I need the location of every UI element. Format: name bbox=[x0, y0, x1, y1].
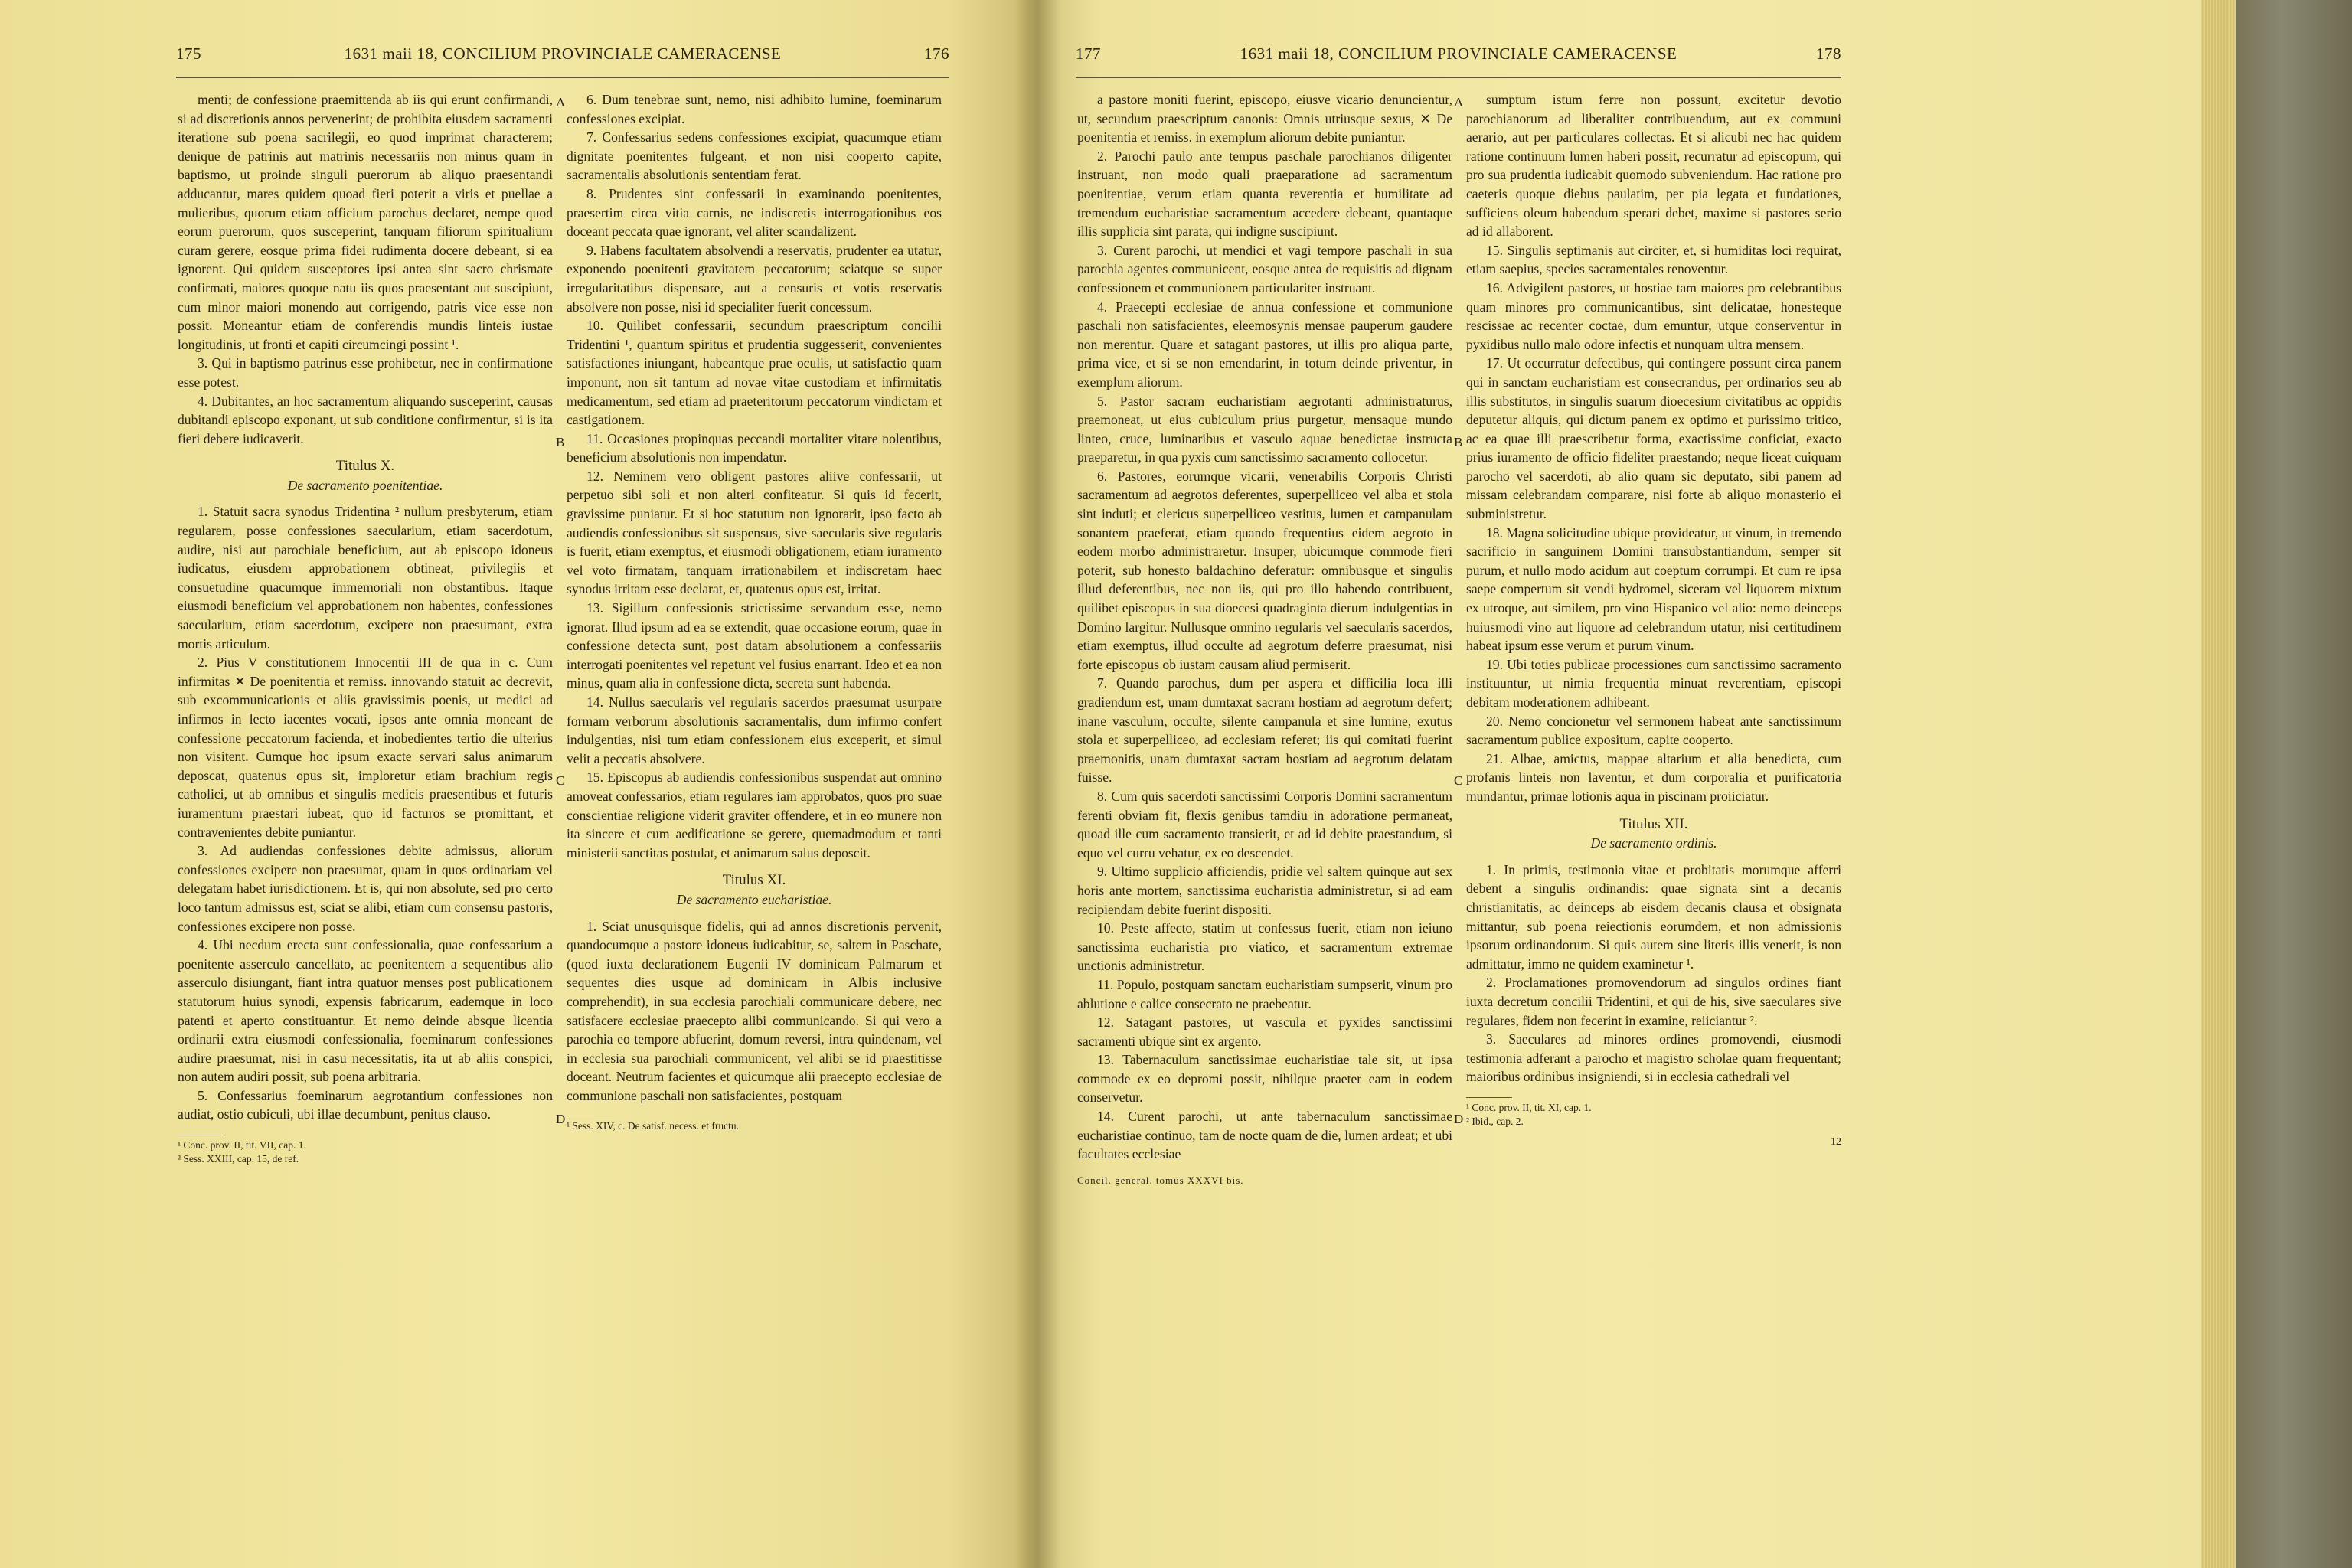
paragraph: 4. Ubi necdum erecta sunt confessionalia, quae confessarium a poenitente asserculo cancellato, ac poenitentem a sequentibus alio asserculo disiungant, fiant intra quatuor menses post publicationem statutorum huius synodi, expensis fabricarum, eademque in loco patenti et aperto constituantur. Et nemo deinde absque licentia ordinarii extra eiusmodi confessionalia, foeminarum confessiones audire praesumat, nisi in casu necessitatis, ita ut ab aliis conspici, non autem audiri possit, sub poena arbitraria. bbox=[178, 937, 553, 1085]
paragraph: 2. Parochi paulo ante tempus paschale parochianos diligenter instruant, non modo quali praeparatione ad sacramentum poenitentiae, verum etiam quanta reverentia et humilitate ad tremendum eucharistiae sacramentum accedere debeant, quantaque illis supplicia sint parata, qui indigne suscipiunt. bbox=[1077, 148, 1452, 240]
paragraph: 10. Quilibet confessarii, secundum praescriptum concilii Tridentini ¹, quantum spiritus et prudentia suggesserit, convenientes satisfactiones iniungant, habeantque prae oculis, ut satisfactio quam imponunt, non sit tantum ad novae vitae custodiam et infirmitatis medicamentum, sed etiam ad praeteritorum peccatorum vindictam et castigationem. bbox=[567, 318, 942, 428]
paragraph: 1. In primis, testimonia vitae et probitatis morumque afferri debent a singulis ordinandis: quae signata sint a decanis christianitatis, ac deinceps ab eisdem decanis clausa et obsignata mittantur, sub poena reiectionis eorumdem, et non admissionis ipsorum ordinandorum. Si quis autem sine literis illis venerit, is non admittatur, immo ne quidem examinetur ¹. bbox=[1466, 861, 1841, 972]
paragraph: 13. Sigillum confessionis strictissime servandum esse, nemo ignorat. Illud ipsum ad ea se extendit, quae occasione eorum, quae in confessione detecta sunt, post datam absolutionem a confessariis interrogati poenitentes vel repetunt vel fusius enarrant. Ideo et ea non minus, quam alia in confessione dicta, secreta sunt habenda. bbox=[567, 600, 942, 691]
paragraph: 7. Quando parochus, dum per aspera et difficilia loca illi gradiendum est, unam dumtaxat sacram hostiam ad aegrotum defert; inane vasculum, occulte, silente campanula et sine lumine, exutus stola et superpelliceo, ad ecclesiam referet; iis qui comitati fuerint praemonitis, unam dumtaxat sacram hostiam ad aegrotum delatam fuisse. bbox=[1077, 675, 1452, 786]
page-number-178: 178 bbox=[1816, 44, 1841, 63]
paragraph: 17. Ut occurratur defectibus, qui contingere possunt circa panem qui in sanctam eucharistiam est consecrandus, per ordinarios seu ab illis substitutos, in singulis suarum dioecesium civitatibus ac oppidis deputetur aliquis, qui dictum panem ex optimo et purissimo tritico, ac ea quae illi praescribetur forma, exactissime conficiat, exacto prius iuramento de officio fideliter praestando; neque liceat cuiquam parocho vel sacerdoti, ab alio quam sic deputato, sibi panem ad missam celebrandam comparare, nisi forte ab aliquo monasterio ei subministretur. bbox=[1466, 355, 1841, 522]
paragraph: 1. Statuit sacra synodus Tridentina ² nullum presbyterum, etiam regularem, posse confessiones saecularium, etiam sacerdotum, audire, nisi aut parochiale beneficium, aut ab episcopo idoneus iudicatus, eiusdem approbationem obtineat, privilegiis et consuetudine quacumque immemoriali non obstantibus. Itaque eiusmodi beneficium vel approbationem non habentes, confessiones saecularium, etiam sacerdotum, excipere non praesumant, extra mortis articulum. bbox=[178, 504, 553, 652]
paragraph: menti; de confessione praemittenda ab iis qui erunt confirmandi, si ad discretionis annos pervenerint; de prohibita eiusdem sacramenti iteratione sub poena sacrilegii, eo quod imprimat characterem; denique de patrinis aut matrinis necessariis non minus quam in baptismo, ut proinde singuli puerorum ab aliquo praesentandi adducantur, mares quidem quoad fieri poterit a viris et puellae a mulieribus, quorum etiam officium parochus declaret, nempe quod eorum puerorum, quos susceperint, tanquam filiorum spiritualium curam gerere, eosque prima fidei rudimenta docere debeant, si ea ignorent. Qui quidem susceptores ipsi antea sint sacro chrismate confirmati, maiores quoque natu iis quos praesentant aut suscipiunt, cum minor maiori monendo aut corrigendo, patris vice esse non possit. Moneantur etiam de conferendis mundis linteis iustae longitudinis, ut fronti et capiti circumcingi possint ¹. bbox=[178, 92, 553, 352]
left-page-header bbox=[176, 44, 949, 75]
paragraph: a pastore moniti fuerint, episcopo, eiusve vicario denuncientur, ut, secundum praescriptum canonis: Omnis utriusque sexus, ✕ De poenitentia et remiss. in exemplum aliorum debite puniantur. bbox=[1077, 92, 1452, 145]
paragraph: 18. Magna solicitudine ubique provideatur, ut vinum, in tremendo sacrificio in sanguinem Domini transubstantiandum, semper sit purum, et nullo modo acidum aut coeptum corrumpi. Et cum re ipsa saepe compertum sit vendi hydromel, siceram vel liquorem mixtum ex utroque, aut similem, pro vino Hispanico vel alio: nemo deinceps huiusmodi vino aut liquore ad celebrandum utatur, nisi certitudinem habeat ipsum esse verum et purum vinum. bbox=[1466, 524, 1841, 654]
paragraph: 10. Peste affecto, statim ut confessus fuerit, etiam non ieiuno sanctissima eucharistia pro viatico, et sacramentum extremae unctionis administretur. bbox=[1077, 920, 1452, 974]
paragraph-group bbox=[567, 90, 942, 862]
margin-marker-c: C bbox=[1454, 773, 1463, 788]
paragraph: 21. Albae, amictus, mappae altarium et alia benedicta, cum profanis linteis non laventur, et dum corporalia et purificatoria mundantur, primae lotionis aqua in piscinam proiiciatur. bbox=[1466, 750, 1841, 804]
left-page bbox=[0, 0, 1030, 1568]
paragraph: 6. Pastores, eorumque vicarii, venerabilis Corporis Christi sacramentum ad aegrotos deferentes, superpelliceo vel alba et stola sint induti; et clericus superpelliceo vestitus, lumen et campanulam sonantem praeferat, etiam quando frequentius eidem aegroto in eodem morbo administraretur. Insuper, ubicumque commode fieri poterit, sub honesto baldachino deferatur: omnibusque et singulis illud deferentibus, nec non iis, qui pro illo habendo contribuent, quilibet episcopus in sua dioecesi quadraginta dierum indulgentias in Domino largitur. Nullusque omnino regularis vel saecularis sacerdos, etiam exemptus, illud occulte ad aegrotum deferre praesumat, nisi forte episcopus ob iustam causam aliud permiserit. bbox=[1077, 468, 1452, 672]
paragraph: 3. Qui in baptismo patrinus esse prohibetur, nec in confirmatione esse potest. bbox=[178, 355, 553, 390]
section-subtitle: De sacramento ordinis. bbox=[1590, 835, 1717, 851]
paragraph: 16. Advigilent pastores, ut hostiae tam maiores pro celebrantibus quam minores pro communicantibus, sint delicatae, honesteque rescissae ac recenter coctae, dum emuntur, utque conserventur in pyxidibus nullo malo odore infectis et nunquam ultra mensem. bbox=[1466, 279, 1841, 352]
paragraph: 8. Prudentes sint confessarii in examinando poenitentes, praesertim circa vitia carnis, ne indiscretis interrogationibus eos doceant peccata quae ignorant, vel aliter scandalizent. bbox=[567, 185, 942, 240]
running-title: 1631 maii 18, CONCILIUM PROVINCIALE CAMERACENSE bbox=[344, 44, 782, 63]
paragraph: 3. Curent parochi, ut mendici et vagi tempore paschali in sua parochia agentes communicent, eosque antea de requisitis ad dignam confessionem et communionem particulariter instruant. bbox=[1077, 242, 1452, 296]
header-rule bbox=[176, 77, 949, 78]
running-title: 1631 maii 18, CONCILIUM PROVINCIALE CAMERACENSE bbox=[1240, 44, 1677, 63]
paragraph: 5. Pastor sacram eucharistiam aegrotanti administraturus, praemoneat, ut eius cubiculum prius purgetur, mensaque mundo linteo, cruce, luminaribus et vasculo aquae benedictae instructa praeparetur, in qua pyxis cum sanctissimo sacramento collocetur. bbox=[1077, 393, 1452, 466]
signature-line: Concil. general. tomus XXXVI bis. bbox=[1077, 1174, 1244, 1186]
paragraph-group bbox=[178, 502, 553, 1124]
paragraph: 4. Dubitantes, an hoc sacramentum aliquando susceperint, causas dubitandi episcopo exponant, ut sub conditione confirmentur, si is ita fieri debere iudicaverit. bbox=[178, 393, 553, 446]
paragraph: 11. Occasiones propinquas peccandi mortaliter vitare nolentibus, beneficium absolutionis non impendatur. bbox=[567, 430, 942, 466]
paragraph: 2. Proclamationes promovendorum ad singulos ordines fiant iuxta decretum concilii Tridentini, et qui de his, sive saeculares sive regulares, fidem non fecerint in examine, reiiciantur ². bbox=[1466, 975, 1841, 1028]
paragraph: 3. Ad audiendas confessiones debite admissus, aliorum confessiones excipere non praesumat, quam in quos ordinariam vel delegatam habet iurisdictionem. Et is, qui non absolute, sed pro certo loco tantum admissus est, sciat se alibi, etiam cum consensu pastoris, confessiones excipere non posse. bbox=[178, 843, 553, 934]
background-surface bbox=[2236, 0, 2352, 1568]
footnotes bbox=[178, 1138, 553, 1166]
footnote: ¹ Conc. prov. II, tit. VII, cap. 1. bbox=[178, 1139, 306, 1152]
footnote: ² Sess. XXIII, cap. 15, de ref. bbox=[178, 1153, 299, 1165]
margin-marker-d: D bbox=[556, 1112, 566, 1126]
paragraph: sumptum istum ferre non possunt, excitetur devotio parochianorum ad liberaliter contribuendum, aut ex communi aerario, aut per particulares collectas. Et si alicubi nec hac quidem ratione continuum lumen haberi possit, recurratur ad episcopum, qui pro sua prudentia iudicabit quomodo subveniendum. Hac ratione pro caeteris quoque diebus paulatim, per pia legata et fundationes, sufficiens oleum habendum sperari debet, maxime si pastores serio ad id allaborent. bbox=[1466, 92, 1841, 240]
paragraph: 9. Habens facultatem absolvendi a reservatis, prudenter ea utatur, exponendo poenitenti gravitatem peccatorum; sciatque se super irregularitatibus dispensare, aut a censuris et votis reservatis absolvere non posse, nisi id specialiter fuerit concessum. bbox=[567, 242, 942, 315]
page-edges bbox=[2201, 0, 2236, 1568]
paragraph: 12. Satagant pastores, ut vascula et pyxides sanctissimi sacramenti ubique sint ex argento. bbox=[1077, 1014, 1452, 1049]
paragraph: 12. Neminem vero obligent pastores aliive confessarii, ut perpetuo sibi soli et non alteri confiteatur. Si quis id fecerit, gravissime puniatur. Et si hoc statutum non ignorarit, ipso facto ab audiendis confessionibus sit suspensus, sive saecularis sive regularis is fuerit, etiam exemptus, et eiusmodi obligationem, etiam iuramento vel voto firmatam, tanquam irrationabilem et indiscretam haec synodus irritam esse declarat, et, quatenus opus est, irritat. bbox=[567, 468, 942, 597]
left-column-2 bbox=[567, 90, 942, 1133]
paragraph: 20. Nemo concionetur vel sermonem habeat ante sanctissimum sacramentum publice expositum, capite cooperto. bbox=[1466, 713, 1841, 748]
section-subtitle: De sacramento eucharistiae. bbox=[676, 891, 832, 907]
footnotes bbox=[567, 1119, 942, 1133]
paragraph: 13. Tabernaculum sanctissimae eucharistiae tale sit, ut ipsa commode ex eo depromi possit, nihilque praeter eam in eodem conservetur. bbox=[1077, 1052, 1452, 1106]
page-number-175: 175 bbox=[176, 44, 201, 63]
paragraph-group bbox=[1466, 90, 1841, 806]
section-title: Titulus XII. bbox=[1619, 815, 1688, 832]
page-number-176: 176 bbox=[924, 44, 949, 63]
footnotes bbox=[1466, 1101, 1841, 1129]
footnote: ¹ Conc. prov. II, tit. XI, cap. 1. bbox=[1466, 1101, 1592, 1113]
paragraph: 4. Praecepti ecclesiae de annua confessione et communione paschali non satisfacientes, eleemosynis mensae pauperum gaudere non merentur. Quare et satagant pastores, ut illis pro aliqua parte, prima vice, et si se non emendarint, in totum deinde priventur, in exemplum aliorum. bbox=[1077, 299, 1452, 390]
margin-marker-b: B bbox=[1454, 435, 1463, 449]
paragraph: 1. Sciat unusquisque fidelis, qui ad annos discretionis pervenit, quandocumque a pastore idoneus iudicabitur, se, saltem in Paschate, (quod iuxta declarationem Eugenii IV dominicam Palmarum et sequentes dies usque ad dominicam in Albis inclusive comprehendit), in sua ecclesia parochiali communicare debere, nec satisfacere ecclesiae praecepto alibi communicando. Si qui vero a parochia eo tempore abfuerint, domum reversi, intra quindenam, vel in ecclesia sua parochiali communicent, vel alibi se id praestitisse doceant. Neutrum facientes et quicumque alii praecepto ecclesiae de communione paschali non satisfacientes, postquam bbox=[567, 918, 942, 1103]
paragraph-group bbox=[178, 90, 553, 448]
left-column-1 bbox=[178, 90, 553, 1166]
paragraph: 3. Saeculares ad minores ordines promovendi, eiusmodi testimonia adferant a parocho et magistro scholae quam frequentant; maioribus ordinibus insigniendi, si in ecclesia cathedrali vel bbox=[1466, 1031, 1841, 1085]
paragraph: 6. Dum tenebrae sunt, nemo, nisi adhibito lumine, foeminarum confessiones excipiat. bbox=[567, 92, 942, 126]
footnote: ² Ibid., cap. 2. bbox=[1466, 1115, 1524, 1127]
margin-marker-b: B bbox=[556, 435, 565, 449]
right-column-2 bbox=[1466, 90, 1841, 1152]
paragraph: 11. Populo, postquam sanctam eucharistiam sumpserit, vinum pro ablutione e calice consecrato ne praebeatur. bbox=[1077, 976, 1452, 1011]
right-page-header bbox=[1076, 44, 1841, 75]
right-page bbox=[1030, 0, 2201, 1568]
section-subtitle: De sacramento poenitentiae. bbox=[287, 477, 443, 493]
footnote: ¹ Sess. XIV, c. De satisf. necess. et fructu. bbox=[567, 1120, 739, 1132]
page-number-177: 177 bbox=[1076, 44, 1101, 63]
header-rule bbox=[1076, 77, 1841, 78]
signature-number: 12 bbox=[1831, 1135, 1841, 1148]
margin-marker-d: D bbox=[1454, 1112, 1464, 1126]
margin-marker-a: A bbox=[556, 95, 566, 109]
paragraph: 9. Ultimo supplicio afficiendis, pridie vel saltem quinque aut sex horis ante mortem, sanctissima eucharistia administretur, si ad eam recipiendam debite fuerint dispositi. bbox=[1077, 864, 1452, 917]
paragraph: 2. Pius V constitutionem Innocentii III de qua in c. Cum infirmitas ✕ De poenitentia et remiss. innovando statuit ac decrevit, sub excommunicationis et aliis gravissimis poenis, ut medici ad infirmos in lecto iacentes vocati, ipsos ante omnia moneant de confessione peccatorum facienda, et inobedientes tertio die ulterius non visitent. Cumque hoc ipsum exacte servari salus animarum deposcat, quatenus opus sit, imploretur etiam brachium regis catholici, ut ab omnibus et singulis medicis praesentibus et futuris iuramentum praestari iubeat, quo id facturos se promittant, et contravenientes debite puniantur. bbox=[178, 655, 553, 840]
paragraph: 15. Episcopus ab audiendis confessionibus suspendat aut omnino amoveat confessarios, etiam regulares iam approbatos, quos pro suae conscientiae religione viderit graviter offendere, et in eo munere non ita sincere et cum aedificatione se gerere, quemadmodum et tanti ministerii sanctitas postulat, et animarum salus deposcit. bbox=[567, 769, 942, 861]
book-gutter bbox=[1014, 0, 1060, 1568]
paragraph: 19. Ubi toties publicae processiones cum sanctissimo sacramento instituuntur, ut nimia frequentia minuat reverentiam, episcopi debitam moderationem adhibeant. bbox=[1466, 656, 1841, 710]
section-title: Titulus XI. bbox=[722, 872, 786, 889]
right-column-1 bbox=[1077, 90, 1452, 1190]
footnote-rule bbox=[1466, 1097, 1512, 1098]
paragraph: 5. Confessarius foeminarum aegrotantium confessiones non audiat, ostio cubiculi, ubi illae decumbunt, penitus clauso. bbox=[178, 1087, 553, 1122]
paragraph: 15. Singulis septimanis aut circiter, et, si humiditas loci requirat, etiam saepius, species sacramentales renoventur. bbox=[1466, 242, 1841, 277]
margin-marker-a: A bbox=[1454, 95, 1464, 109]
paragraph: 7. Confessarius sedens confessiones excipiat, quacumque etiam dignitate poenitentes fulgeant, et non nisi cooperto capite, sacramentalis absolutionis sententiam ferat. bbox=[567, 129, 942, 183]
paragraph-group bbox=[1077, 90, 1452, 1164]
paragraph-group bbox=[567, 917, 942, 1106]
paragraph-group bbox=[1466, 861, 1841, 1086]
paragraph: 8. Cum quis sacerdoti sanctissimi Corporis Domini sacramentum ferenti obviam fit, flexis genibus tamdiu in adoratione permaneat, quoad ille cum sacramento transierit, et ad id debite praestandum, si equo vel curru vehatur, ex eo descendet. bbox=[1077, 788, 1452, 861]
paragraph: 14. Nullus saecularis vel regularis sacerdos praesumat usurpare formam verborum absolutionis sacramentalis, dum infirmo confert indulgentias, nisi tum etiam confessionem eius exceperit, et simul velit a peccatis absolvere. bbox=[567, 694, 942, 766]
paragraph: 14. Curent parochi, ut ante tabernaculum sanctissimae eucharistiae continuo, tam de nocte quam de die, lumen ardeat; et ubi facultates ecclesiae bbox=[1077, 1109, 1452, 1162]
margin-marker-c: C bbox=[556, 773, 565, 788]
section-title: Titulus X. bbox=[335, 458, 395, 475]
